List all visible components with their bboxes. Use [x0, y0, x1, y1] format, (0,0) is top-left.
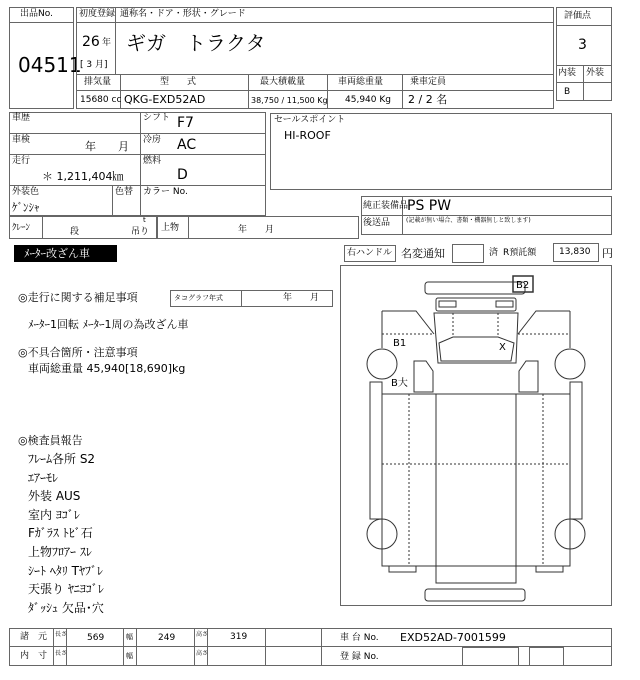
exterior-label: 外装: [586, 68, 605, 78]
inspector-item: 上物ﾌﾛｱｰ ｽﾚ: [28, 544, 92, 559]
tacho-label: タコグラフ年式: [174, 294, 223, 302]
body-date: 年 月: [238, 225, 275, 235]
capacity-label: 乗車定員: [410, 77, 447, 87]
later-note: (記載が無い場合、書類・機器無しと致します): [406, 217, 531, 224]
color-no-label: カラー No.: [143, 187, 188, 197]
color-label: 外装色: [12, 187, 40, 197]
crane-ton: t: [143, 216, 146, 224]
history-label: 車歴: [12, 113, 31, 123]
sales-label: セールスポイント: [274, 115, 346, 125]
reg-no-label: 登 録 No.: [340, 652, 379, 662]
score-value: 3: [578, 37, 587, 53]
reg-label: 初度登録: [79, 9, 116, 19]
inner-length-label: 長さ: [55, 650, 68, 657]
shift: F7: [177, 115, 194, 131]
yen: 円: [602, 247, 613, 260]
car-name: ギガ トラクタ: [126, 31, 266, 55]
crane-stage: 段: [70, 227, 80, 237]
mileage-notes-title: ◎走行に関する補足事項: [18, 291, 138, 304]
color-change-label: 色替: [115, 187, 134, 197]
inspector-item: 天張り ﾔﾆﾖｺﾞﾚ: [28, 582, 104, 597]
deposit-value: 13,830: [559, 247, 591, 257]
reg-month: [ 3 月]: [80, 60, 108, 70]
ac: AC: [177, 137, 197, 153]
max-load: 38,750 / 11,500 Kg: [251, 96, 328, 105]
crane-hang: 吊り: [131, 227, 150, 237]
mark-b-large: B大: [391, 378, 408, 389]
model-label: 型 式: [160, 77, 197, 87]
displacement-label: 排気量: [84, 77, 112, 87]
name-label: 通称名・ドア・形状・グレード: [120, 9, 246, 19]
interior-label: 内装: [558, 68, 577, 78]
tacho-value: 年 月: [283, 293, 320, 303]
chassis-number: EXD52AD-7001599: [400, 631, 506, 644]
mark-b1: B1: [393, 338, 407, 349]
front-bumper: [425, 282, 525, 294]
deposit-mark: 済: [489, 248, 499, 258]
sales-value: HI-ROOF: [284, 129, 331, 142]
name-change-box: [452, 244, 484, 263]
inspector-item: ｴｱｰﾓﾚ: [28, 470, 59, 485]
width: 249: [158, 633, 176, 643]
height: 319: [230, 632, 248, 642]
lot-number: 04511: [18, 53, 82, 77]
gross-weight-label: 車両総重量: [338, 77, 384, 87]
score-label: 評価点: [564, 11, 592, 21]
reg-year: 26: [82, 34, 100, 50]
max-load-label: 最大積載量: [260, 77, 306, 87]
inner-height-label: 高さ: [196, 650, 209, 657]
inspector-title: ◎検査員報告: [18, 434, 83, 447]
defects-text: 車両総重量 45,940[18,690]kg: [28, 362, 186, 375]
model: QKG-EXD52AD: [124, 93, 206, 106]
rhd-label: 右ハンドル: [347, 248, 393, 258]
inspector-item: ｼｰﾄ ﾍﾀﾘ Tﾔﾌﾞﾚ: [28, 563, 103, 578]
gross-weight: 45,940 Kg: [345, 95, 391, 105]
interior-grade: B: [564, 87, 571, 97]
year-unit: 年: [102, 38, 112, 48]
inner-label: 内 寸: [20, 651, 48, 661]
inspector-item: ﾀﾞｯｼｭ 欠品･穴: [28, 600, 104, 615]
fuel: D: [177, 167, 188, 183]
width-label: 幅: [126, 633, 133, 641]
inspector-item: 外装 AUS: [28, 489, 81, 504]
inspector-item: Fｶﾞﾗｽ ﾄﾋﾞ石: [28, 526, 93, 541]
inner-width-label: 幅: [126, 652, 133, 660]
displacement: 15680 cc: [80, 95, 122, 105]
inspector-item: ﾌﾚｰﾑ各所 S2: [28, 452, 96, 466]
inspection-label: 車検: [12, 135, 31, 145]
inspector-item: 室内 ﾖｺﾞﾚ: [28, 507, 80, 522]
lot-label: 出品No.: [20, 9, 53, 19]
body-label: 上物: [161, 223, 180, 233]
shift-label: シフト: [143, 113, 171, 123]
deposit-label: R預託額: [503, 248, 537, 258]
mileage-label: 走行: [12, 156, 31, 166]
ac-label: 冷房: [143, 135, 162, 145]
spec-label: 諸 元: [20, 632, 48, 642]
length: 569: [87, 633, 105, 643]
tamper-text: ﾒｰﾀｰ改ざん車: [24, 247, 90, 260]
later-label: 後送品: [363, 218, 391, 228]
color: ｹﾞﾝｼｬ: [12, 201, 40, 214]
defects-title: ◎不具合箇所・注意事項: [18, 346, 138, 359]
mileage: ＊ 1,211,404㎞: [42, 170, 124, 183]
name-change-label: 名変通知: [401, 247, 445, 260]
height-label: 高さ: [196, 631, 209, 638]
equipment-value: PS PW: [407, 198, 452, 214]
mileage-notes-text: ﾒｰﾀｰ1回転 ﾒｰﾀｰ1周の為改ざん車: [28, 318, 189, 331]
equipment-label: 純正装備品: [363, 201, 409, 211]
mark-b2: B2: [516, 280, 530, 291]
damage-diagram: [340, 265, 612, 606]
length-label: 長さ: [55, 631, 68, 638]
inspector-list: [28, 450, 104, 617]
crane-label: ｸﾚｰﾝ: [12, 223, 31, 233]
mark-x: X: [499, 342, 506, 353]
capacity: 2 / 2 名: [408, 93, 448, 106]
chassis-label: 車 台 No.: [340, 633, 379, 643]
inspection-value: 年 月: [85, 140, 129, 153]
fuel-label: 燃料: [143, 156, 162, 166]
